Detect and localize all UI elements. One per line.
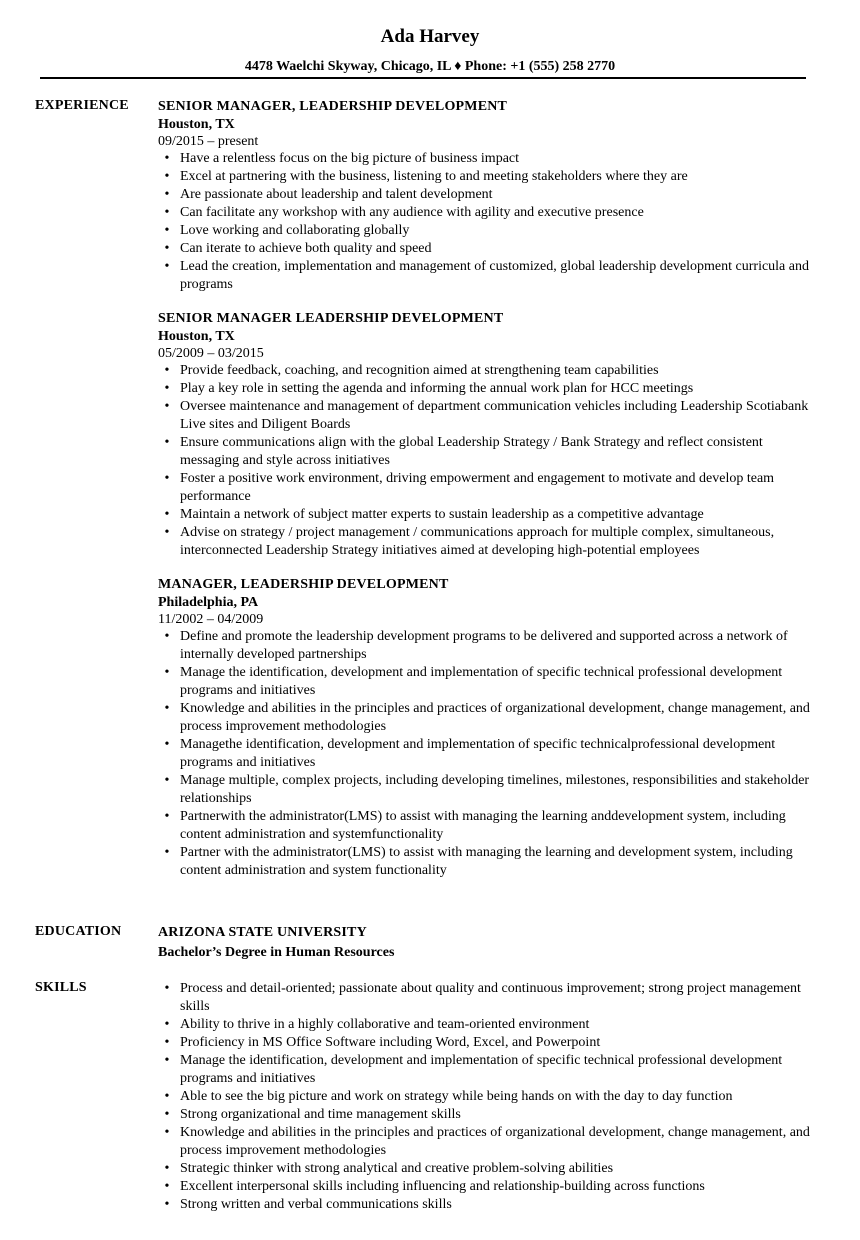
bullet-icon: • bbox=[164, 1197, 170, 1212]
list-item bbox=[158, 700, 818, 736]
bullet-icon: • bbox=[164, 1017, 170, 1032]
bullet-icon: • bbox=[164, 525, 170, 540]
bullet-text: Play a key role in setting the agenda and informing the annual work plan for HCC meetings bbox=[180, 381, 694, 396]
skill-text: Excellent interpersonal skills including influencing and relationship-building across functions bbox=[180, 1179, 705, 1194]
bullet-text: Ensure communications align with the global Leadership Strategy / Bank Strategy and reflect consistent messaging and style across initiatives bbox=[180, 435, 763, 468]
bullet-icon: • bbox=[164, 1035, 170, 1050]
list-item bbox=[158, 398, 818, 434]
bullet-text: Manage the identification, development and implementation of specific technical professional development programs and initiatives bbox=[180, 665, 783, 698]
section-label-education: EDUCATION bbox=[35, 924, 122, 939]
list-item bbox=[158, 980, 818, 1016]
skills-list bbox=[158, 980, 818, 1214]
bullet-text: Oversee maintenance and management of department communication vehicles including Leadership Scotiabank Live sites and Diligent Boards bbox=[180, 399, 809, 432]
job-dates: 05/2009 – 03/2015 bbox=[158, 346, 264, 361]
section-label-skills: SKILLS bbox=[35, 980, 87, 995]
bullet-icon: • bbox=[164, 151, 170, 166]
job-entry bbox=[158, 576, 818, 880]
list-item bbox=[158, 736, 818, 772]
list-item bbox=[158, 168, 818, 186]
job-bullets bbox=[158, 150, 818, 294]
bullet-icon: • bbox=[164, 737, 170, 752]
job-bullets bbox=[158, 628, 818, 880]
list-item bbox=[158, 1034, 818, 1052]
bullet-icon: • bbox=[164, 223, 170, 238]
skill-text: Strategic thinker with strong analytical and creative problem-solving abilities bbox=[180, 1161, 614, 1176]
bullet-icon: • bbox=[164, 1089, 170, 1104]
skills-entry bbox=[158, 980, 818, 1214]
bullet-icon: • bbox=[164, 507, 170, 522]
skill-text: Proficiency in MS Office Software including Word, Excel, and Powerpoint bbox=[180, 1035, 601, 1050]
list-item bbox=[158, 772, 818, 808]
list-item bbox=[158, 380, 818, 398]
skill-text: Strong written and verbal communications skills bbox=[180, 1197, 452, 1212]
job-title: SENIOR MANAGER LEADERSHIP DEVELOPMENT bbox=[158, 311, 504, 326]
list-item bbox=[158, 434, 818, 470]
list-item bbox=[158, 150, 818, 168]
job-entry bbox=[158, 310, 818, 560]
list-item bbox=[158, 258, 818, 294]
candidate-name: Ada Harvey bbox=[380, 26, 480, 47]
header-divider bbox=[40, 77, 806, 79]
bullet-icon: • bbox=[164, 1161, 170, 1176]
skill-text: Knowledge and abilities in the principles and practices of organizational development, change management, and process improvement methodologies bbox=[180, 1125, 810, 1158]
list-item bbox=[158, 808, 818, 844]
bullet-text: Knowledge and abilities in the principles and practices of organizational development, change management, and process improvement methodologies bbox=[180, 701, 810, 734]
list-item bbox=[158, 524, 818, 560]
job-location: Philadelphia, PA bbox=[158, 595, 259, 610]
bullet-text: Partnerwith the administrator(LMS) to assist with managing the learning anddevelopment system, including content administration and systemfunctionality bbox=[180, 809, 786, 842]
bullet-text: Can iterate to achieve both quality and speed bbox=[180, 241, 432, 256]
list-item bbox=[158, 628, 818, 664]
bullet-text: Provide feedback, coaching, and recognition aimed at strengthening team capabilities bbox=[180, 363, 659, 378]
bullet-icon: • bbox=[164, 169, 170, 184]
bullet-icon: • bbox=[164, 259, 170, 274]
skill-text: Process and detail-oriented; passionate about quality and continuous improvement; strong project management skills bbox=[180, 981, 801, 1014]
bullet-text: Managethe identification, development and implementation of specific technicalprofessional development programs and initiatives bbox=[180, 737, 776, 770]
bullet-text: Partner with the administrator(LMS) to assist with managing the learning and development system, including content administration and system functionality bbox=[180, 845, 793, 878]
list-item bbox=[158, 240, 818, 258]
bullet-icon: • bbox=[164, 701, 170, 716]
bullet-text: Have a relentless focus on the big picture of business impact bbox=[180, 151, 520, 166]
job-title: MANAGER, LEADERSHIP DEVELOPMENT bbox=[158, 577, 449, 592]
job-dates: 11/2002 – 04/2009 bbox=[158, 612, 264, 627]
skill-text: Manage the identification, development and implementation of specific technical professional development programs and initiatives bbox=[180, 1053, 783, 1086]
list-item bbox=[158, 1196, 818, 1214]
bullet-icon: • bbox=[164, 845, 170, 860]
bullet-icon: • bbox=[164, 1107, 170, 1122]
list-item bbox=[158, 1124, 818, 1160]
list-item bbox=[158, 186, 818, 204]
bullet-icon: • bbox=[164, 205, 170, 220]
job-location: Houston, TX bbox=[158, 329, 235, 344]
bullet-icon: • bbox=[164, 471, 170, 486]
list-item bbox=[158, 1088, 818, 1106]
education-entry bbox=[158, 924, 818, 962]
bullet-text: Are passionate about leadership and talent development bbox=[180, 187, 493, 202]
bullet-icon: • bbox=[164, 981, 170, 996]
bullet-icon: • bbox=[164, 773, 170, 788]
bullet-text: Maintain a network of subject matter experts to sustain leadership as a competitive advantage bbox=[180, 507, 704, 522]
bullet-text: Lead the creation, implementation and management of customized, global leadership development curricula and programs bbox=[180, 259, 809, 292]
list-item bbox=[158, 1106, 818, 1124]
job-bullets bbox=[158, 362, 818, 560]
bullet-icon: • bbox=[164, 629, 170, 644]
contact-line: 4478 Waelchi Skyway, Chicago, IL ♦ Phone: +1 (555) 258 2770 bbox=[244, 59, 616, 74]
job-location: Houston, TX bbox=[158, 117, 235, 132]
list-item bbox=[158, 470, 818, 506]
list-item bbox=[158, 1052, 818, 1088]
list-item bbox=[158, 664, 818, 700]
list-item bbox=[158, 844, 818, 880]
bullet-text: Define and promote the leadership development programs to be delivered and supported across a network of internally developed partnerships bbox=[180, 629, 788, 662]
experience-list bbox=[158, 98, 818, 896]
bullet-icon: • bbox=[164, 435, 170, 450]
list-item bbox=[158, 362, 818, 380]
bullet-icon: • bbox=[164, 1053, 170, 1068]
bullet-icon: • bbox=[164, 381, 170, 396]
bullet-text: Advise on strategy / project management / communications approach for multiple complex, simultaneous, interconnected Leadership Strategy initiatives aimed at developing high-potential employees bbox=[180, 525, 775, 558]
bullet-icon: • bbox=[164, 1125, 170, 1140]
skill-text: Strong organizational and time management skills bbox=[180, 1107, 461, 1122]
bullet-icon: • bbox=[164, 809, 170, 824]
bullet-text: Can facilitate any workshop with any audience with agility and executive presence bbox=[180, 205, 644, 220]
section-label-experience: EXPERIENCE bbox=[35, 98, 129, 113]
job-title: SENIOR MANAGER, LEADERSHIP DEVELOPMENT bbox=[158, 99, 508, 114]
list-item bbox=[158, 1178, 818, 1196]
list-item bbox=[158, 222, 818, 240]
bullet-text: Manage multiple, complex projects, including developing timelines, milestones, responsibilities and stakeholder relationships bbox=[180, 773, 810, 806]
list-item bbox=[158, 1160, 818, 1178]
skill-text: Ability to thrive in a highly collaborative and team-oriented environment bbox=[180, 1017, 590, 1032]
skill-text: Able to see the big picture and work on strategy while being hands on with the day to day function bbox=[180, 1089, 733, 1104]
bullet-text: Love working and collaborating globally bbox=[180, 223, 410, 238]
job-dates: 09/2015 – present bbox=[158, 134, 259, 149]
bullet-icon: • bbox=[164, 363, 170, 378]
bullet-icon: • bbox=[164, 187, 170, 202]
resume-header bbox=[0, 24, 860, 75]
bullet-icon: • bbox=[164, 241, 170, 256]
bullet-text: Foster a positive work environment, driving empowerment and engagement to motivate and develop team performance bbox=[180, 471, 775, 504]
school-name: ARIZONA STATE UNIVERSITY bbox=[158, 925, 367, 940]
bullet-icon: • bbox=[164, 665, 170, 680]
bullet-icon: • bbox=[164, 399, 170, 414]
degree: Bachelor’s Degree in Human Resources bbox=[158, 945, 395, 960]
list-item bbox=[158, 506, 818, 524]
bullet-text: Excel at partnering with the business, listening to and meeting stakeholders where they are bbox=[180, 169, 688, 184]
job-entry bbox=[158, 98, 818, 294]
list-item bbox=[158, 204, 818, 222]
list-item bbox=[158, 1016, 818, 1034]
bullet-icon: • bbox=[164, 1179, 170, 1194]
